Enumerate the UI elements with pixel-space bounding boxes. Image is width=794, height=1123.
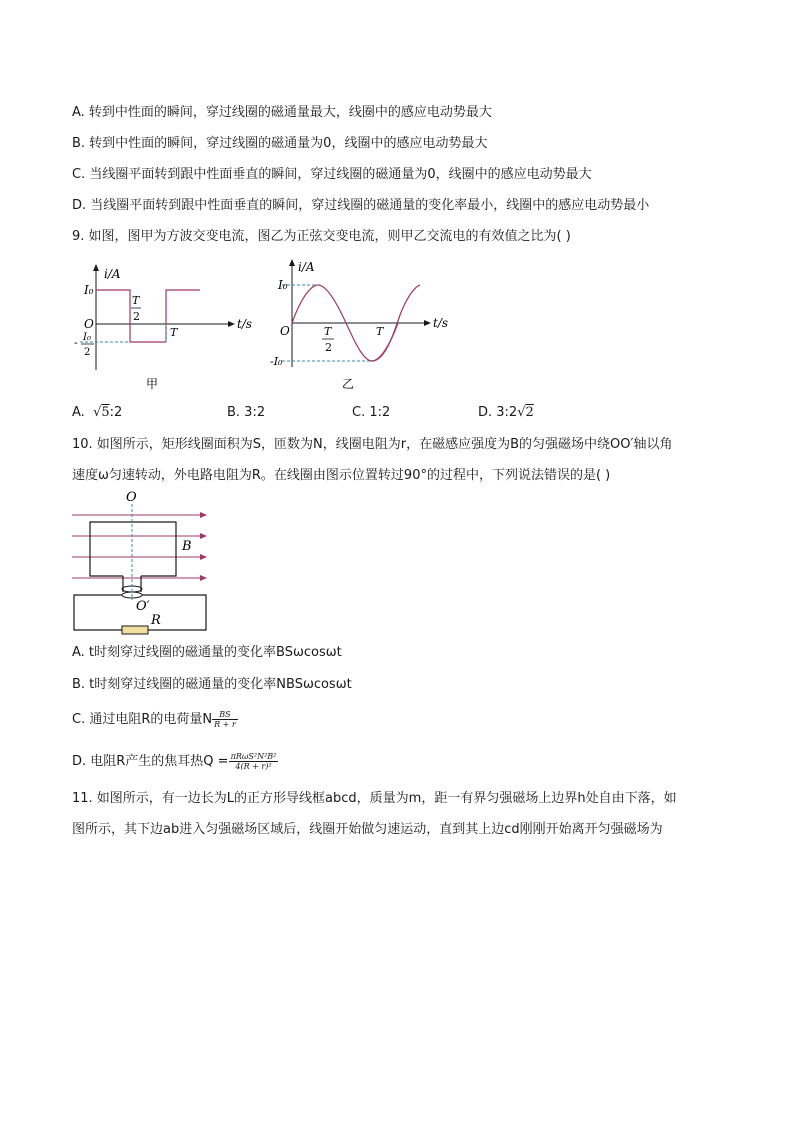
jia-neg-num: I₀: [83, 332, 91, 343]
yi-x-arrow: [424, 320, 431, 326]
q10-option-b: B. t时刻穿过线圈的磁通量的变化率NBSωcosωt: [72, 677, 352, 692]
q8-option-c: C. 当线圈平面转到跟中性面垂直的瞬间，穿过线圈的磁通量为0，线圈中的感应电动势最大: [72, 167, 592, 182]
q9-option-d: D. 3:2√2: [478, 405, 534, 420]
field-arrowheads: [200, 512, 207, 581]
q9-option-d-root: 2: [525, 405, 534, 420]
q9-option-d-label: D. 3:2: [478, 405, 518, 420]
external-circuit: [74, 595, 122, 630]
q11-line1: 11. 如图所示，有一边长为L的正方形导线框abcd，质量为m，距一有界匀强磁场上边界h处自由下落，如: [72, 791, 677, 806]
q10-option-a: A. t时刻穿过线圈的磁通量的变化率BSωcosωt: [72, 645, 342, 660]
q10-option-c-den: R + r: [214, 720, 236, 729]
jia-neg-sign: -: [74, 336, 78, 349]
jia-wave: [96, 290, 200, 342]
yi-half-den: 2: [325, 341, 332, 354]
q9-option-a: A. √5:2: [72, 405, 123, 420]
yi-peak-label: I₀: [278, 278, 288, 292]
q9-option-a-tail: :2: [109, 405, 123, 420]
field-arrow-1: [200, 512, 207, 518]
yi-x-label: t/s: [433, 316, 449, 330]
axis-top-label: O: [126, 490, 137, 505]
q8-option-a: A. 转到中性面的瞬间，穿过线圈的磁通量最大，线圈中的感应电动势最大: [72, 105, 492, 120]
q11-line2: 图所示，其下边ab进入匀强磁场区域后，线圈开始做匀速运动，直到其上边cd刚刚开始离开匀强磁场为: [72, 822, 663, 837]
field-label: B: [182, 539, 192, 554]
q10-option-c: [72, 710, 238, 729]
q9-option-c: C. 1:2: [352, 405, 391, 420]
yi-period-label: T: [376, 325, 384, 338]
jia-x-label: t/s: [237, 317, 253, 331]
q10-option-d-den: 4(R + r)²: [235, 762, 272, 771]
jia-caption: 甲: [146, 377, 159, 391]
yi-caption: 乙: [342, 377, 355, 391]
jia-period-label: T: [170, 326, 178, 339]
q9-stem: 9. 如图，图甲为方波交变电流，图乙为正弦交变电流，则甲乙交流电的有效值之比为( ): [72, 229, 571, 244]
figure-jia-square-wave: [72, 258, 262, 398]
resistor-label: R: [151, 613, 161, 628]
jia-half-den: 2: [133, 310, 140, 323]
q9-option-b: B. 3:2: [227, 405, 266, 420]
q10-option-d-num: πRωS²N²B²: [230, 752, 277, 761]
q9-option-a-label: A.: [72, 405, 85, 420]
q10-stem-line2: 速度ω匀速转动，外电路电阻为R。在线圈由图示位置转过90°的过程中，下列说法错误的是( ): [72, 468, 611, 483]
jia-neg-den: 2: [84, 347, 91, 358]
jia-origin-label: O: [84, 317, 94, 331]
q10-option-d-fraction: [229, 752, 279, 771]
field-arrow-3: [200, 554, 207, 560]
q10-option-d-text: D. 电阻R产生的焦耳热Q =: [72, 754, 229, 769]
q8-option-b: B. 转到中性面的瞬间，穿过线圈的磁通量为0，线圈中的感应电动势最大: [72, 136, 488, 151]
jia-peak-label: I₀: [84, 283, 94, 297]
q9-option-a-root: 5: [101, 405, 110, 420]
field-arrow-4: [200, 575, 207, 581]
yi-y-arrow: [289, 259, 295, 266]
q10-option-c-num: BS: [212, 710, 238, 720]
figure-q10-coil: [68, 488, 218, 638]
jia-half-num: T: [132, 294, 140, 307]
q8-option-d: D. 当线圈平面转到跟中性面垂直的瞬间，穿过线圈的磁通量的变化率最小，线圈中的感应电动势最小: [72, 198, 650, 213]
q10-option-c-fraction: [212, 710, 238, 729]
jia-y-label: i/A: [104, 267, 121, 281]
q10-option-d: [72, 752, 278, 771]
yi-y-label: i/A: [298, 260, 315, 274]
figure-yi-sine-wave: [268, 255, 458, 395]
yi-wave-tail: [396, 289, 406, 323]
jia-y-arrow: [93, 264, 99, 271]
axis-bottom-label: O′: [136, 599, 150, 614]
q10-stem-line1: 10. 如图所示，矩形线圈面积为S，匝数为N，线圈电阻为r，在磁感应强度为B的匀强磁场中绕OO′轴以角: [72, 437, 673, 452]
jia-x-arrow: [228, 321, 235, 327]
yi-half-num: T: [324, 325, 332, 338]
yi-neg-peak-label: -I₀: [270, 355, 283, 368]
q10-option-c-text: C. 通过电阻R的电荷量N: [72, 712, 213, 727]
coil-frame: [90, 522, 176, 576]
yi-origin-label: O: [280, 324, 290, 338]
field-arrow-2: [200, 533, 207, 539]
resistor: [122, 626, 148, 634]
